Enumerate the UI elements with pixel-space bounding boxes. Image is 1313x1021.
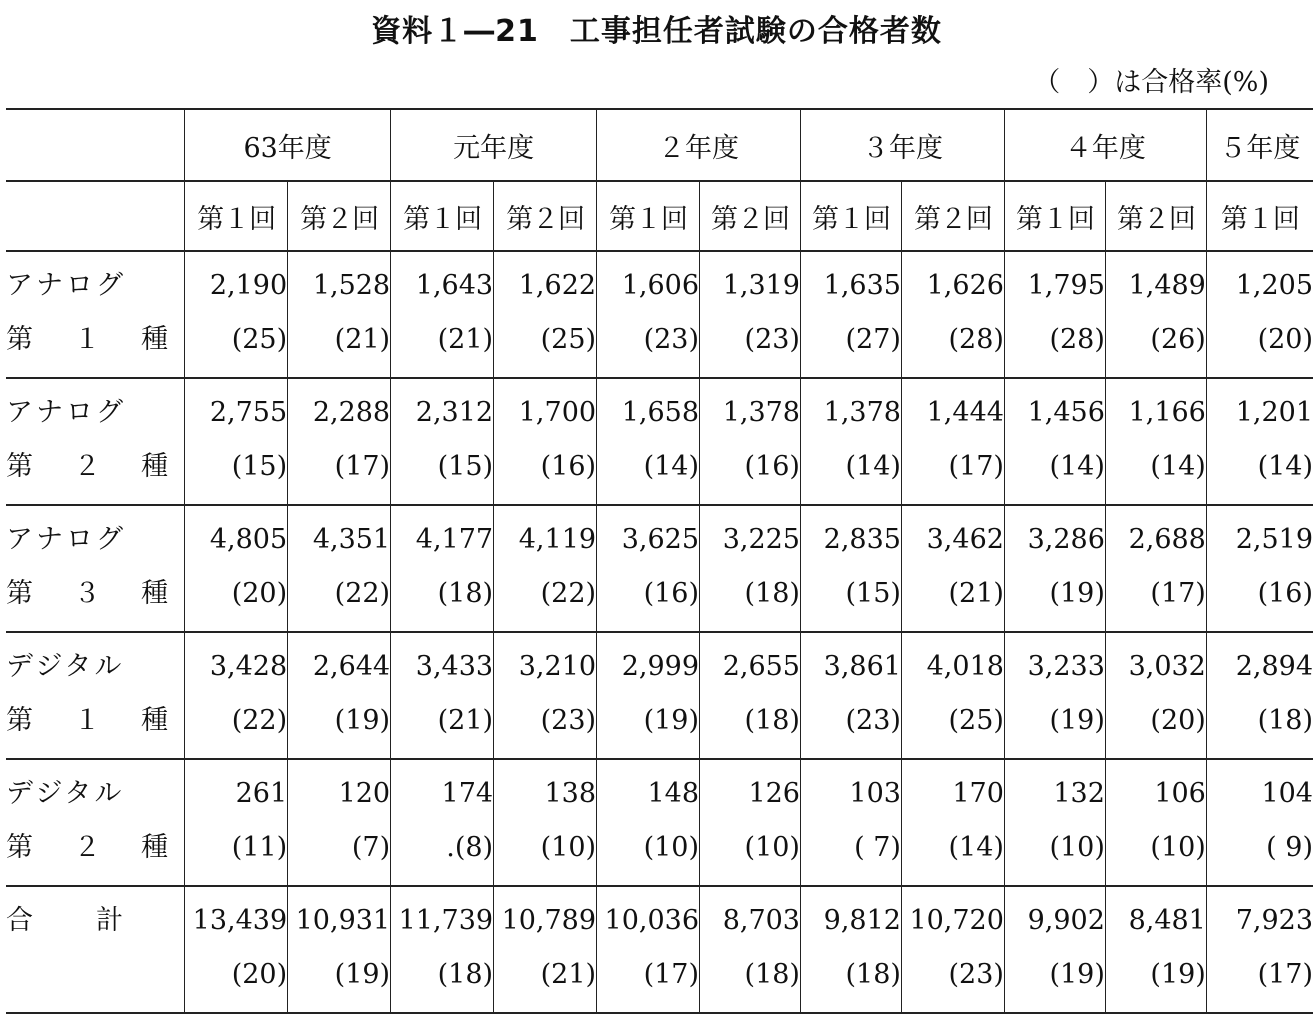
pass-rate: (26) <box>1150 324 1206 355</box>
pass-rate: (22) <box>540 578 597 609</box>
pass-rate: (21) <box>540 959 597 990</box>
pass-rate: (7) <box>351 832 391 863</box>
pass-rate: (16) <box>643 578 700 609</box>
data-cell <box>597 505 700 632</box>
pass-rate: (19) <box>1049 959 1105 990</box>
pass-count: 1,626 <box>926 270 1004 301</box>
pass-count: 10,789 <box>501 905 597 936</box>
pass-rate: (14) <box>845 451 901 482</box>
pass-rate: (17) <box>643 959 700 990</box>
category-class: 第 １ 種 <box>6 705 185 736</box>
pass-count: 1,528 <box>312 270 391 301</box>
pass-rate: (21) <box>334 324 391 355</box>
pass-rate: (28) <box>948 324 1004 355</box>
pass-count: 2,755 <box>209 397 288 428</box>
data-cell <box>800 759 901 886</box>
pass-rate: (15) <box>437 451 494 482</box>
table-row <box>6 886 1313 1013</box>
pass-count: 104 <box>1261 778 1313 809</box>
pass-rate: (10) <box>1150 832 1206 863</box>
pass-rate: (17) <box>334 451 391 482</box>
category-name: デジタル <box>6 778 125 809</box>
pass-rate: (25) <box>948 705 1004 736</box>
round-header: 第１回 <box>391 181 494 251</box>
pass-count: 2,688 <box>1128 524 1206 555</box>
data-cell <box>288 632 391 759</box>
pass-rate: (14) <box>1257 451 1313 482</box>
pass-count: 10,931 <box>295 905 391 936</box>
data-cell <box>800 632 901 759</box>
pass-rate: (14) <box>1150 451 1206 482</box>
data-cell <box>800 886 901 1013</box>
pass-count: 2,519 <box>1235 524 1313 555</box>
data-cell <box>494 886 597 1013</box>
category-class: 第 ２ 種 <box>6 451 185 482</box>
data-cell <box>288 505 391 632</box>
data-cell <box>800 251 901 378</box>
pass-count: 2,999 <box>621 651 700 682</box>
data-cell <box>1105 505 1206 632</box>
pass-count: 3,433 <box>415 651 494 682</box>
pass-count: 1,700 <box>518 397 597 428</box>
pass-count: 10,720 <box>909 905 1004 936</box>
year-header-row <box>6 109 1313 181</box>
pass-count: 170 <box>952 778 1004 809</box>
pass-rate: (15) <box>231 451 288 482</box>
data-cell <box>1105 251 1206 378</box>
pass-rate: (21) <box>948 578 1004 609</box>
pass-count: 3,625 <box>621 524 700 555</box>
pass-rate: (18) <box>437 959 494 990</box>
pass-rate: (28) <box>1049 324 1105 355</box>
pass-count: 1,622 <box>518 270 597 301</box>
pass-count: 1,658 <box>621 397 700 428</box>
pass-count: 1,489 <box>1128 270 1206 301</box>
rate-note: （ ）は合格率(%) <box>1033 67 1269 98</box>
data-cell <box>700 886 801 1013</box>
pass-count: 1,319 <box>722 270 800 301</box>
round-header: 第１回 <box>185 181 288 251</box>
pass-rate: ( 7) <box>854 832 901 863</box>
year-header: 元年度 <box>391 109 597 181</box>
category-name: 合 計 <box>6 905 126 936</box>
year-header: ３年度 <box>800 109 1004 181</box>
pass-count: 3,861 <box>823 651 901 682</box>
data-cell <box>901 759 1004 886</box>
data-cell <box>494 759 597 886</box>
pass-count: 126 <box>748 778 800 809</box>
data-cell <box>185 251 288 378</box>
pass-rate: (16) <box>540 451 597 482</box>
pass-rate: (17) <box>948 451 1004 482</box>
data-cell <box>1206 505 1313 632</box>
data-cell <box>391 886 494 1013</box>
round-header: 第２回 <box>901 181 1004 251</box>
data-cell <box>1105 378 1206 505</box>
data-cell <box>185 886 288 1013</box>
pass-rate: (21) <box>437 705 494 736</box>
data-cell <box>1206 632 1313 759</box>
pass-count: 2,288 <box>312 397 391 428</box>
pass-rate: (10) <box>540 832 597 863</box>
pass-count-table <box>6 108 1313 1014</box>
data-cell <box>700 378 801 505</box>
data-cell <box>1004 886 1105 1013</box>
category-cell <box>6 505 185 632</box>
round-header: 第１回 <box>1004 181 1105 251</box>
pass-rate: (18) <box>744 959 800 990</box>
pass-count: 1,635 <box>823 270 901 301</box>
round-header: 第２回 <box>700 181 801 251</box>
pass-count: 3,286 <box>1027 524 1105 555</box>
pass-count: 1,444 <box>926 397 1004 428</box>
year-header: 63年度 <box>185 109 391 181</box>
pass-count: 4,805 <box>209 524 288 555</box>
data-cell <box>800 505 901 632</box>
pass-count: 103 <box>849 778 901 809</box>
data-cell <box>1004 759 1105 886</box>
pass-rate: (16) <box>744 451 800 482</box>
data-cell <box>288 251 391 378</box>
pass-count: 2,312 <box>415 397 494 428</box>
category-cell <box>6 378 185 505</box>
pass-rate: (23) <box>744 324 800 355</box>
data-cell <box>494 505 597 632</box>
pass-count: 1,795 <box>1027 270 1105 301</box>
pass-rate: (11) <box>231 832 288 863</box>
pass-count: 3,233 <box>1027 651 1105 682</box>
corner-cell <box>6 109 185 181</box>
pass-count: 13,439 <box>192 905 288 936</box>
round-header: 第１回 <box>597 181 700 251</box>
pass-count: 1,378 <box>823 397 901 428</box>
pass-count: 1,166 <box>1128 397 1206 428</box>
pass-count: 1,606 <box>621 270 700 301</box>
pass-rate: (18) <box>845 959 901 990</box>
category-cell <box>6 759 185 886</box>
data-cell <box>901 505 1004 632</box>
page-title: 資料１―21 工事担任者試験の合格者数 <box>371 14 942 49</box>
category-name: アナログ <box>6 270 126 301</box>
category-name: アナログ <box>6 524 126 555</box>
data-cell <box>700 632 801 759</box>
pass-rate: (14) <box>643 451 700 482</box>
pass-rate: (10) <box>1049 832 1105 863</box>
pass-rate: (14) <box>1049 451 1105 482</box>
pass-rate: (20) <box>231 578 288 609</box>
pass-count: 1,201 <box>1235 397 1313 428</box>
pass-count: 8,703 <box>722 905 800 936</box>
data-cell <box>1105 632 1206 759</box>
pass-count: 2,894 <box>1235 651 1313 682</box>
data-cell <box>1004 505 1105 632</box>
pass-count: 132 <box>1053 778 1105 809</box>
data-cell <box>185 759 288 886</box>
pass-rate: (16) <box>1257 578 1313 609</box>
pass-rate: ( 9) <box>1266 832 1313 863</box>
data-cell <box>391 378 494 505</box>
data-cell <box>700 505 801 632</box>
pass-rate: (20) <box>231 959 288 990</box>
pass-count: 3,210 <box>518 651 597 682</box>
pass-count: 3,032 <box>1128 651 1206 682</box>
pass-count: 3,462 <box>926 524 1004 555</box>
data-cell <box>1206 251 1313 378</box>
data-cell <box>1004 251 1105 378</box>
data-cell <box>1206 886 1313 1013</box>
data-cell <box>597 251 700 378</box>
data-cell <box>1004 378 1105 505</box>
table-row <box>6 505 1313 632</box>
pass-count: 2,190 <box>209 270 288 301</box>
data-cell <box>1206 759 1313 886</box>
pass-rate: (18) <box>437 578 494 609</box>
pass-rate: (21) <box>437 324 494 355</box>
category-name: デジタル <box>6 651 125 682</box>
pass-count: 1,205 <box>1235 270 1313 301</box>
pass-rate: (15) <box>845 578 901 609</box>
pass-rate: (23) <box>643 324 700 355</box>
data-cell <box>494 251 597 378</box>
pass-count: 1,456 <box>1027 397 1105 428</box>
data-cell <box>800 378 901 505</box>
data-cell <box>494 632 597 759</box>
data-cell <box>185 505 288 632</box>
round-header: 第１回 <box>1206 181 1313 251</box>
pass-count: 1,378 <box>722 397 800 428</box>
pass-count: 7,923 <box>1235 905 1313 936</box>
corner-cell <box>6 181 185 251</box>
table-row <box>6 378 1313 505</box>
year-header: ５年度 <box>1206 109 1313 181</box>
category-cell <box>6 632 185 759</box>
pass-count: 10,036 <box>604 905 700 936</box>
pass-count: 138 <box>544 778 597 809</box>
round-header-row <box>6 181 1313 251</box>
pass-count: 1,643 <box>415 270 494 301</box>
category-cell <box>6 251 185 378</box>
data-cell <box>901 886 1004 1013</box>
data-cell <box>391 505 494 632</box>
pass-rate: (20) <box>1150 705 1206 736</box>
data-cell <box>597 886 700 1013</box>
pass-count: 2,655 <box>722 651 800 682</box>
pass-rate: .(8) <box>446 832 494 863</box>
pass-rate: (14) <box>948 832 1004 863</box>
year-header: ２年度 <box>597 109 801 181</box>
data-cell <box>901 378 1004 505</box>
pass-rate: (18) <box>744 705 800 736</box>
pass-count: 148 <box>647 778 700 809</box>
pass-count: 106 <box>1154 778 1206 809</box>
pass-rate: (19) <box>1049 578 1105 609</box>
pass-rate: (10) <box>744 832 800 863</box>
category-cell <box>6 886 185 1013</box>
pass-count: 120 <box>338 778 391 809</box>
data-cell <box>597 378 700 505</box>
pass-rate: (19) <box>1150 959 1206 990</box>
data-cell <box>597 759 700 886</box>
pass-count: 9,812 <box>823 905 901 936</box>
table-row <box>6 632 1313 759</box>
category-class <box>6 957 184 993</box>
pass-count: 2,644 <box>312 651 391 682</box>
data-cell <box>700 251 801 378</box>
data-cell <box>901 632 1004 759</box>
category-class: 第 ３ 種 <box>6 578 185 609</box>
round-header: 第２回 <box>1105 181 1206 251</box>
round-header: 第２回 <box>494 181 597 251</box>
data-cell <box>391 251 494 378</box>
table-row <box>6 251 1313 378</box>
pass-rate: (20) <box>1257 324 1313 355</box>
pass-rate: (19) <box>334 959 391 990</box>
pass-rate: (18) <box>744 578 800 609</box>
pass-count: 261 <box>235 778 288 809</box>
data-cell <box>597 632 700 759</box>
pass-count: 4,018 <box>926 651 1004 682</box>
pass-rate: (23) <box>845 705 901 736</box>
pass-rate: (27) <box>845 324 901 355</box>
pass-rate: (22) <box>231 705 288 736</box>
round-header: 第２回 <box>288 181 391 251</box>
data-cell <box>391 632 494 759</box>
pass-rate: (23) <box>540 705 597 736</box>
pass-count: 4,351 <box>312 524 391 555</box>
pass-count: 3,428 <box>209 651 288 682</box>
data-cell <box>1105 886 1206 1013</box>
data-cell <box>1105 759 1206 886</box>
data-cell <box>288 886 391 1013</box>
pass-rate: (25) <box>540 324 597 355</box>
category-name: アナログ <box>6 397 126 428</box>
pass-rate: (17) <box>1257 959 1313 990</box>
data-cell <box>185 378 288 505</box>
pass-rate: (17) <box>1150 578 1206 609</box>
data-cell <box>1206 378 1313 505</box>
pass-rate: (19) <box>334 705 391 736</box>
pass-count: 2,835 <box>823 524 901 555</box>
data-cell <box>288 378 391 505</box>
pass-count: 3,225 <box>722 524 800 555</box>
data-cell <box>185 632 288 759</box>
category-class: 第 ２ 種 <box>6 832 185 863</box>
data-cell <box>494 378 597 505</box>
round-header: 第１回 <box>800 181 901 251</box>
data-cell <box>288 759 391 886</box>
pass-count: 9,902 <box>1027 905 1105 936</box>
table-row <box>6 759 1313 886</box>
category-class: 第 １ 種 <box>6 324 185 355</box>
pass-rate: (23) <box>948 959 1004 990</box>
pass-rate: (22) <box>334 578 391 609</box>
pass-count: 11,739 <box>398 905 494 936</box>
pass-count: 4,177 <box>415 524 494 555</box>
data-cell <box>1004 632 1105 759</box>
pass-count: 174 <box>441 778 494 809</box>
pass-rate: (25) <box>231 324 288 355</box>
pass-rate: (19) <box>643 705 700 736</box>
pass-rate: (19) <box>1049 705 1105 736</box>
pass-count: 4,119 <box>518 524 597 555</box>
pass-count: 8,481 <box>1128 905 1206 936</box>
year-header: ４年度 <box>1004 109 1206 181</box>
data-cell <box>901 251 1004 378</box>
data-cell <box>700 759 801 886</box>
data-cell <box>391 759 494 886</box>
pass-rate: (18) <box>1257 705 1313 736</box>
pass-rate: (10) <box>643 832 700 863</box>
